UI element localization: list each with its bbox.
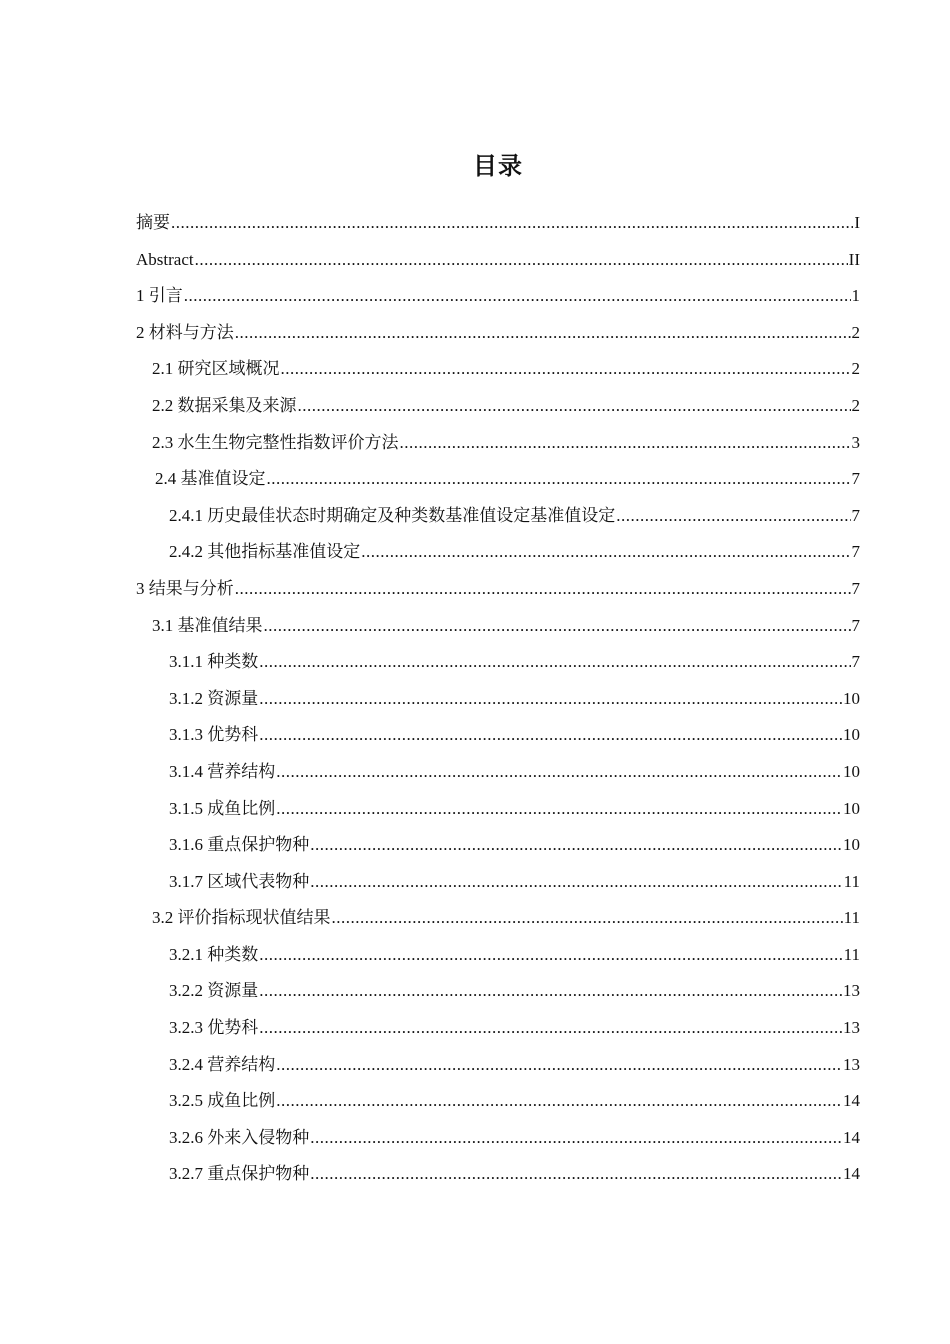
- toc-dot-leader: [361, 537, 850, 567]
- toc-entry-label: 3.1.2 资源量: [169, 688, 259, 708]
- toc-entry-label: 2.3 水生生物完整性指数评价方法: [152, 432, 399, 452]
- toc-entry-page-number: 7: [851, 469, 860, 489]
- toc-dot-leader: [310, 867, 842, 897]
- toc-entry[interactable]: [136, 391, 860, 428]
- toc-entry[interactable]: [136, 574, 860, 611]
- toc-dot-leader: [310, 1123, 842, 1153]
- toc-entry-page-number: 7: [851, 542, 860, 562]
- toc-entry[interactable]: [136, 1050, 860, 1087]
- toc-entry-page-number: 10: [843, 688, 860, 708]
- toc-dot-leader: [310, 1159, 842, 1189]
- toc-entry[interactable]: [136, 684, 860, 721]
- toc-entry-page-number: 11: [843, 944, 860, 964]
- toc-entry-page-number: II: [848, 249, 860, 269]
- toc-entry-label: 3.2.2 资源量: [169, 981, 259, 1001]
- toc-entry[interactable]: [136, 903, 860, 940]
- toc-dot-leader: [259, 647, 850, 677]
- toc-entry[interactable]: [136, 757, 860, 794]
- toc-entry-label: 3.2.6 外来入侵物种: [169, 1127, 310, 1147]
- toc-entry[interactable]: [136, 1013, 860, 1050]
- toc-entry-label: 3.1.6 重点保护物种: [169, 835, 310, 855]
- toc-entry-page-number: 7: [851, 578, 860, 598]
- toc-entry[interactable]: [136, 1159, 860, 1196]
- toc-dot-leader: [259, 1013, 842, 1043]
- toc-entry-label: 3.2.4 营养结构: [169, 1054, 276, 1074]
- toc-entry[interactable]: [136, 976, 860, 1013]
- toc-entry-label: 2.4.1 历史最佳状态时期确定及种类数基准值设定基准值设定: [169, 505, 616, 525]
- toc-entry-label: 3.1.7 区域代表物种: [169, 871, 310, 891]
- toc-entry[interactable]: [136, 354, 860, 391]
- toc-dot-leader: [184, 281, 851, 311]
- toc-dot-leader: [310, 830, 842, 860]
- toc-dot-leader: [235, 574, 851, 604]
- toc-entry[interactable]: [136, 611, 860, 648]
- toc-entry-page-number: I: [854, 213, 860, 232]
- toc-entry-label: 2.4 基准值设定: [155, 469, 266, 489]
- toc-entry-page-number: 14: [843, 1164, 860, 1184]
- toc-entry[interactable]: [136, 647, 860, 684]
- toc-entry[interactable]: [136, 830, 860, 867]
- toc-entry[interactable]: [136, 1086, 860, 1123]
- toc-entry-label: 3.1.3 优势科: [169, 725, 259, 745]
- toc-entry[interactable]: [136, 318, 860, 355]
- toc-entry-label: 摘要: [136, 213, 170, 232]
- toc-entry-label: 3.1.5 成鱼比例: [169, 798, 276, 818]
- toc-dot-leader: [616, 501, 850, 531]
- toc-entry[interactable]: [136, 537, 860, 574]
- toc-entry-label: 2 材料与方法: [136, 322, 234, 342]
- toc-dot-leader: [259, 940, 842, 970]
- toc-entry-page-number: 13: [843, 1018, 860, 1038]
- toc-entry-label: Abstract: [136, 249, 194, 269]
- toc-entry-label: 3.1 基准值结果: [152, 615, 263, 635]
- toc-entry-label: 3.2.3 优势科: [169, 1018, 259, 1038]
- toc-entry-page-number: 10: [843, 835, 860, 855]
- toc-entry-page-number: 2: [851, 395, 860, 415]
- toc-entry[interactable]: [136, 428, 860, 465]
- toc-entry-page-number: 3: [851, 432, 860, 452]
- toc-entry-page-number: 2: [851, 359, 860, 379]
- toc-entry[interactable]: [136, 464, 860, 501]
- toc-entry-page-number: 7: [851, 652, 860, 672]
- toc-entry-label: 1 引言: [136, 286, 183, 306]
- toc-entry[interactable]: [136, 208, 860, 245]
- toc-dot-leader: [195, 245, 848, 275]
- toc-entry-page-number: 1: [851, 286, 860, 306]
- toc-entry[interactable]: [136, 867, 860, 904]
- toc-dot-leader: [332, 903, 843, 933]
- toc-entry-page-number: 7: [851, 505, 860, 525]
- toc-dot-leader: [276, 794, 842, 824]
- table-of-contents: [136, 208, 860, 1196]
- toc-entry-page-number: 10: [843, 761, 860, 781]
- toc-entry-label: 2.4.2 其他指标基准值设定: [169, 542, 361, 562]
- toc-dot-leader: [276, 1086, 842, 1116]
- toc-entry-page-number: 11: [843, 908, 860, 928]
- toc-entry-label: 3.1.1 种类数: [169, 652, 259, 672]
- toc-entry[interactable]: [136, 794, 860, 831]
- toc-entry[interactable]: [136, 720, 860, 757]
- toc-entry-label: 3.2.7 重点保护物种: [169, 1164, 310, 1184]
- toc-dot-leader: [235, 318, 851, 348]
- toc-dot-leader: [281, 354, 851, 384]
- toc-entry[interactable]: [136, 1123, 860, 1160]
- toc-dot-leader: [298, 391, 851, 421]
- toc-dot-leader: [276, 757, 842, 787]
- toc-dot-leader: [276, 1050, 842, 1080]
- toc-entry-page-number: 13: [843, 1054, 860, 1074]
- toc-dot-leader: [259, 684, 842, 714]
- toc-entry-label: 3.2 评价指标现状值结果: [152, 908, 331, 928]
- toc-entry[interactable]: [136, 501, 860, 538]
- toc-dot-leader: [264, 611, 851, 641]
- toc-entry-label: 3 结果与分析: [136, 578, 234, 598]
- toc-entry-page-number: 14: [843, 1127, 860, 1147]
- toc-entry-page-number: 10: [843, 798, 860, 818]
- toc-entry-page-number: 14: [843, 1091, 860, 1111]
- toc-dot-leader: [400, 428, 851, 458]
- toc-dot-leader: [259, 976, 842, 1006]
- toc-entry-page-number: 10: [843, 725, 860, 745]
- toc-dot-leader: [171, 208, 853, 238]
- toc-entry-page-number: 13: [843, 981, 860, 1001]
- toc-dot-leader: [259, 720, 842, 750]
- toc-dot-leader: [267, 464, 851, 494]
- toc-entry-page-number: 2: [851, 322, 860, 342]
- toc-entry-page-number: 7: [851, 615, 860, 635]
- toc-entry-label: 2.1 研究区域概况: [152, 359, 280, 379]
- toc-entry-label: 3.2.1 种类数: [169, 944, 259, 964]
- toc-entry[interactable]: [136, 245, 860, 282]
- toc-entry-page-number: 11: [843, 871, 860, 891]
- toc-entry-label: 3.1.4 营养结构: [169, 761, 276, 781]
- page-title: 目录: [473, 152, 523, 180]
- toc-entry-label: 2.2 数据采集及来源: [152, 395, 297, 415]
- toc-entry[interactable]: [136, 940, 860, 977]
- toc-entry-label: 3.2.5 成鱼比例: [169, 1091, 276, 1111]
- toc-entry[interactable]: [136, 281, 860, 318]
